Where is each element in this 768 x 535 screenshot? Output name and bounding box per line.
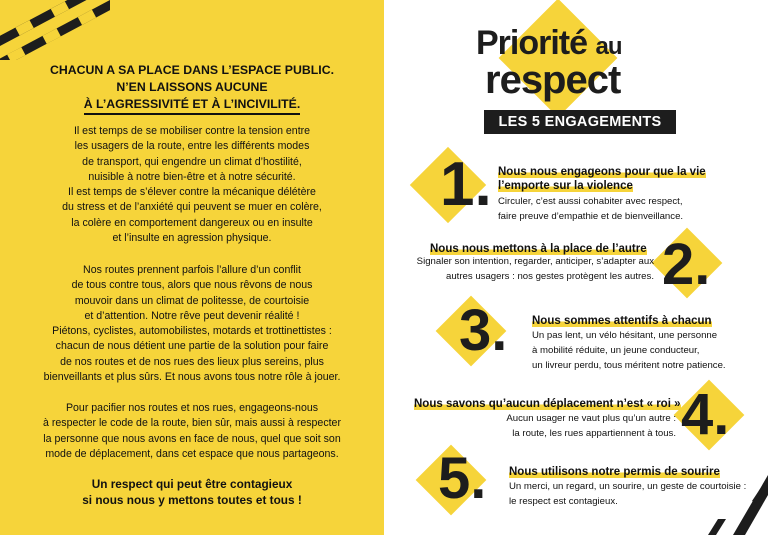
engagement-number: 2.: [662, 232, 711, 297]
heading-line-underlined: À L’AGRESSIVITÉ ET À L’INCIVILITÉ.: [84, 96, 301, 115]
engagement-number: 1.: [440, 150, 492, 219]
left-heading: [20, 62, 364, 115]
paragraph-3: Pour pacifier nos routes et nos rues, engageons-nous à respecter le code de la route, bien sûr, mais aussi à respecter la personne que nous avons en face de nous, quel que soit son mode de déplacement, dans cet espace que nous partageons.: [43, 402, 341, 460]
paragraph-2: Nos routes prennent parfois l’allure d’un conflit de tous contre tous, alors que nous rêvons de nous mouvoir dans un climat de politesse, de courtoisie et d’attention. Notre rêve peut devenir réalité ! Piétons, cyclistes, automobilistes, motards et trottinettistes : chacun de nous détient une partie de la solution pour faire de nos routes et de nos rues des lieux plus sereins, plus bienveillants et plus sûrs. Et nous avons tous notre rôle à jouer.: [43, 264, 341, 384]
engagement-text: Un merci, un regard, un sourire, un geste de courtoisie : le respect est contagieux.: [509, 481, 747, 507]
engagement-title: Nous sommes attentifs à chacun: [532, 315, 712, 327]
title-word: au: [595, 33, 622, 60]
engagement-text: Un pas lent, un vélo hésitant, une personne à mobilité réduite, un jeune conducteur, un livreur perdu, tous méritent notre patience.: [532, 330, 726, 371]
engagement-title: Nous nous engageons pour que la vie l’emporte sur la violence: [498, 166, 706, 192]
engagement-number: 3.: [459, 298, 508, 363]
title-word: Priorité: [476, 24, 588, 62]
engagements-badge: LES 5 ENGAGEMENTS: [484, 110, 676, 134]
engagement-title: Nous nous mettons à la place de l’autre: [430, 243, 647, 255]
engagement-text: Circuler, c’est aussi cohabiter avec respect, faire preuve d’empathie et de bienveillance.: [498, 196, 684, 222]
title-word: respect: [485, 58, 621, 102]
engagement-title: Nous savons qu’aucun déplacement n’est « roi »: [414, 398, 681, 410]
engagement-number: 4.: [681, 382, 730, 447]
heading-line: N’EN LAISSONS AUCUNE: [116, 80, 268, 94]
road-stripes-decoration: [0, 0, 110, 60]
engagement-title: Nous utilisons notre permis de sourire: [509, 466, 720, 478]
engagement-number: 5.: [438, 446, 487, 511]
engagement-text: Signaler son intention, regarder, anticiper, s’adapter aux autres usagers : nos gestes protègent les autres.: [416, 256, 654, 282]
closing-statement: Un respect qui peut être contagieux si nous nous y mettons toutes et tous !: [82, 477, 302, 507]
paragraph-1: Il est temps de se mobiliser contre la tension entre les usagers de la route, entre les différents modes de transport, qui engendre un climat d’hostilité, nuisible à notre bien-être et à notre sécurité. Il est temps de s’élever contre la mécanique délétère du stress et de l’anxiété qui peuvent se muer en colère, la colère en comportement dangereux ou en insulte et l’insulte en agression physique.: [62, 125, 322, 245]
heading-line: CHACUN A SA PLACE DANS L’ESPACE PUBLIC.: [50, 63, 334, 77]
engagement-text: Aucun usager ne vaut plus qu’un autre : la route, les rues appartiennent à tous.: [506, 413, 676, 439]
